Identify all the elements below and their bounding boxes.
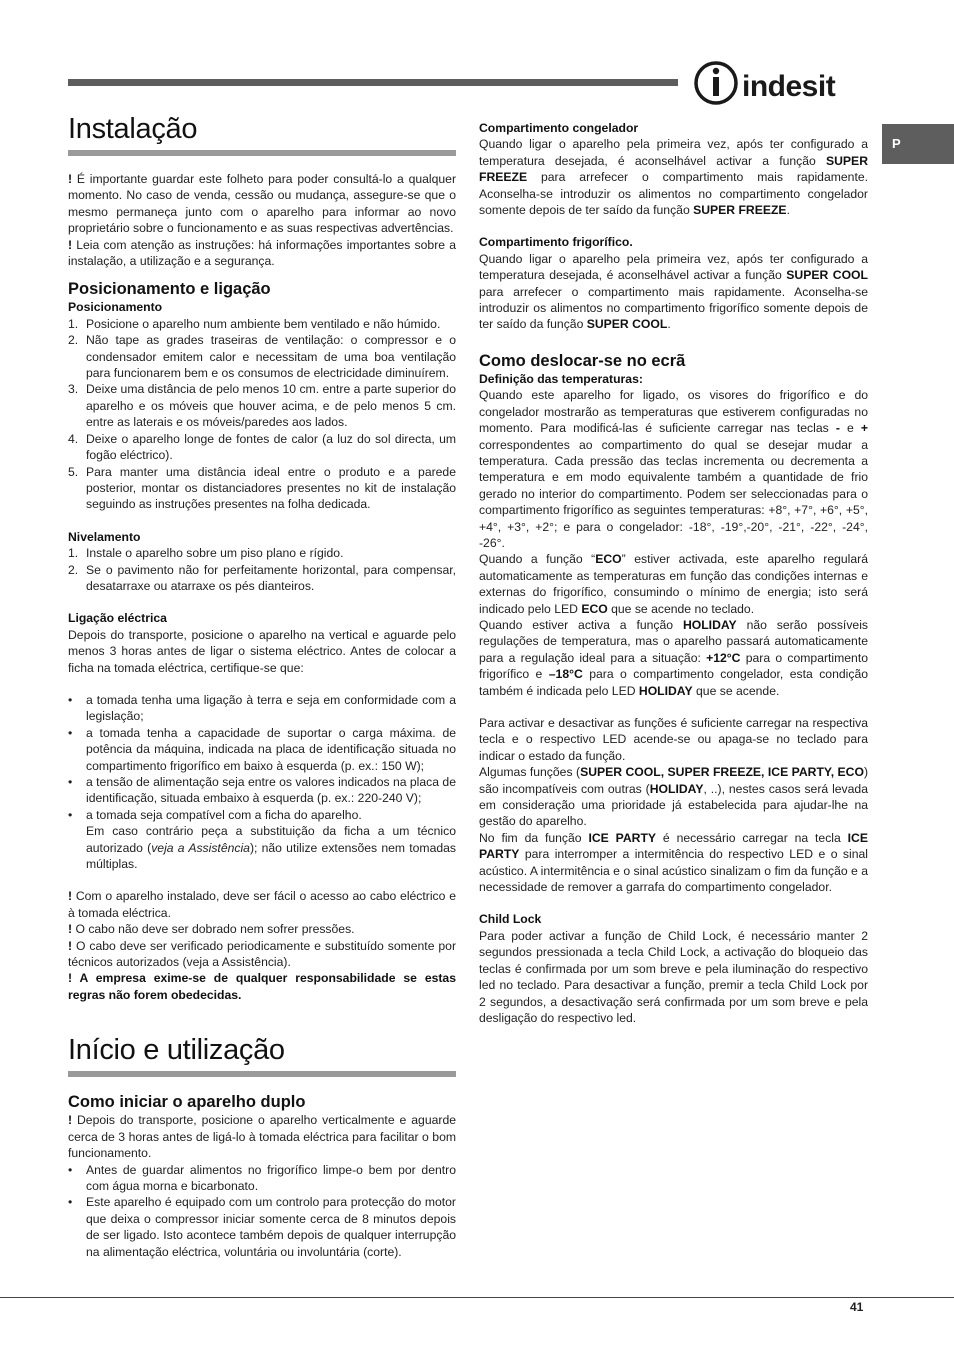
heading-iniciar-aparelho: Como iniciar o aparelho duplo xyxy=(68,1093,306,1112)
intro-text-1: É importante guardar este folheto para poder consultá-lo a qualquer momento. No caso de venda, cessão ou mudança, assegure-se que o mesmo permaneça junto com o aparelho para informar ao novo proprietário sobre o funcionamento e as suas respectivas advertências. xyxy=(68,172,456,236)
subheading-frigorifico: Compartimento frigorífico. xyxy=(479,235,633,250)
language-tab-letter: P xyxy=(892,136,901,151)
title-inicio-utilizacao: Início e utilização xyxy=(68,1033,456,1077)
list-item: • a tensão de alimentação seja entre os valores indicados na placa de identificação, situada embaixo à esquerda (p. ex.: 220-240 V); xyxy=(68,775,456,806)
page-number: 41 xyxy=(850,1300,864,1314)
iceparty-text: No fim da função ICE PARTY é necessário carregar na tecla ICE PARTY para interromper a intermitência do respectivo LED e o sinal acústico. A intermitência e o sinal acústico sinalizam o fim da função e a necessidade de remover a garrafa do compartimento congelador. xyxy=(479,830,868,895)
holiday-text: Quando estiver activa a função HOLIDAY não serão possíveis regulações de temperatura, mas o aparelho passará automaticamente para a regulação ideal para a situação: +12°C para o compartimento frigorífico e –18°C para o compartimento congelador, esta condição também é indicada pelo LED HOLIDAY que se acende. xyxy=(479,617,868,698)
warning-mark: ! xyxy=(68,172,73,186)
title-instalacao: Instalação xyxy=(68,112,456,156)
list-item: 3. Deixe uma distância de pelo menos 10 cm. entre a parte superior do aparelho e os móveis que houver acima, e de pelo menos 5 cm. entre as laterais e os móveis/paredes aos lados. xyxy=(68,382,456,430)
frigorifico-text: Quando ligar o aparelho pela primeira vez, após ter configurado a temperatura desejada, é aconselhável activar a função SUPER COOL para arrefecer o compartimento mais rapidamente. Aconselha-se introduzir os alimentos no compartimento frigorífico somente depois de ter saído da função SUPER COOL. xyxy=(479,251,868,332)
subheading-nivelamento: Nivelamento xyxy=(68,529,141,544)
list-item: 2. Se o pavimento não for perfeitamente horizontal, para compensar, desatarraxe ou atarraxe os pés dianteiros. xyxy=(68,562,456,593)
subheading-posicionamento: Posicionamento xyxy=(68,300,163,315)
nivelamento-list xyxy=(68,545,456,594)
ligacao-list xyxy=(68,692,456,823)
list-item: • Este aparelho é equipado com um controlo para protecção do motor que deixa o compressor iniciar somente cerca de 8 minutos depois de ser ligado. Isto acontece também depois de qualquer interrupção na alimentação eléctrica, voluntária ou involuntária (corte). xyxy=(68,1195,456,1259)
header-rule xyxy=(68,79,678,86)
child-lock-text: Para poder activar a função de Child Lock, é necessário manter 2 segundos pressionada a tecla Child Lock, a activação do bloqueio das teclas é confirmada por um som breve e pela iluminação do respectivo led no teclado. Para desactivar a função, premir a tecla Child Lock por 2 segundos, a desactivação será confirmada por um som breve e pela desligação do respectivo led. xyxy=(479,928,868,1025)
list-item: 4. Deixe o aparelho longe de fontes de calor (a luz do sol directa, um fogão eléctrico). xyxy=(68,431,456,463)
intro-paragraph-2 xyxy=(68,237,456,270)
heading-deslocar-ecra: Como deslocar-se no ecrã xyxy=(479,351,686,370)
temperaturas-text: Quando este aparelho for ligado, os visores do frigorífico e do congelador mostrarão as temperaturas que estiverem configuradas no momento. Para modificá-las é suficiente carregar nas teclas - e + correspondentes ao compartimento do qual se desejar mudar a temperatura. Cada pressão das teclas incrementa ou decrementa a temperatura e em modo equivalente também a quantidade de frio gerado no interior do compartimento. Podem ser seleccionadas para o compartimento frigorífico as seguintes temperaturas: +8°, +7°, +6°, +5°, +4°, +3°, +2°; e para o congelador: -18°, -19°,-20°, -21°, -22°, -24°, -26°. xyxy=(479,388,868,550)
ligacao-text: Depois do transporte, posicione o aparelho na vertical e aguarde pelo menos 3 horas antes de ligar o sistema eléctrico. Antes de colocar a ficha na tomada eléctrica, certifique-se que: xyxy=(68,627,456,675)
language-tab xyxy=(882,124,954,164)
list-item: 5. Para manter uma distância ideal entre o produto e a parede posterior, montar os distanciadores presentes no kit de instalação seguindo as instruções presentes na folha dedicada. xyxy=(68,464,456,512)
indesit-logo xyxy=(694,60,870,106)
warning-3: ! O cabo deve ser verificado periodicamente e substituído somente por técnicos autorizados (veja a Assistência). xyxy=(68,938,456,970)
warning-2: ! O cabo não deve ser dobrado nem sofrer pressões. xyxy=(68,922,355,937)
warning-disclaimer: ! A empresa exime-se de qualquer responsabilidade se estas regras não forem obedecidas. xyxy=(68,971,456,1002)
subheading-temperaturas: Definição das temperaturas: xyxy=(479,371,643,386)
posicionamento-list xyxy=(68,316,456,513)
start-text: ! Depois do transporte, posicione o aparelho verticalmente e aguarde cerca de 3 horas antes de ligá-lo à tomada eléctrica para facilitar o bom funcionamento. xyxy=(68,1113,456,1161)
activar-text: Para activar e desactivar as funções é suficiente carregar na respectiva tecla e o respectivo LED acende-se ou apaga-se no teclado para indicar o estado da função. xyxy=(479,716,868,763)
assistencia-ref: veja a Assistência xyxy=(151,840,250,855)
list-item: 1. Posicione o aparelho num ambiente bem ventilado e não húmido. xyxy=(68,316,441,331)
heading-posicionamento-ligacao: Posicionamento e ligação xyxy=(68,280,271,299)
list-item: • a tomada tenha uma ligação à terra e seja em conformidade com a legislação; xyxy=(68,692,456,724)
left-column xyxy=(68,112,456,1260)
eco-text: Quando a função “ECO” estiver activada, este aparelho regulará automaticamente as temperaturas em função das condições internas e externas do frigorífico, consumindo o mínimo de energia; isto será indicado pelo LED ECO que se acende no teclado. xyxy=(479,552,868,616)
subheading-ligacao-electrica: Ligação eléctrica xyxy=(68,611,167,626)
subheading-child-lock: Child Lock xyxy=(479,912,542,927)
warning-mark: ! xyxy=(68,237,73,252)
warning-1: ! Com o aparelho instalado, deve ser fácil o acesso ao cabo eléctrico e à tomada eléctrica. xyxy=(68,889,456,920)
intro-paragraph-1 xyxy=(68,171,456,237)
list-item: • Antes de guardar alimentos no frigorífico limpe-o bem por dentro com água morna e bicarbonato. xyxy=(68,1162,456,1193)
subheading-congelador: Compartimento congelador xyxy=(479,121,639,135)
list-item: 1. Instale o aparelho sobre um piso plano e rígido. xyxy=(68,546,344,561)
footer-rule xyxy=(0,1297,954,1298)
brand-wordmark: indesit xyxy=(742,70,836,103)
ligacao-extra: Em caso contrário peça a substituição da ficha a um técnico autorizado (veja a Assistência); não utilize extensões nem tomadas múltiplas. xyxy=(86,824,456,872)
start-list xyxy=(68,1162,456,1260)
incompat-text: Algumas funções (SUPER COOL, SUPER FREEZE, ICE PARTY, ECO) são incompatíveis com outras (HOLIDAY, ..), nestes casos será levada em consideração uma prioridade já estabelecida para ajudar-lhe na gestão do aparelho. xyxy=(479,765,869,829)
list-item: • a tomada tenha a capacidade de suportar o carga máxima. de potência da máquina, indicada na placa de identificação situada no compartimento frigorífico em baixo à esquerda (p. ex.: 150 W); xyxy=(68,725,456,773)
intro-text-2: Leia com atenção as instruções: há informações importantes sobre a instalação, a utilização e a segurança. xyxy=(68,237,456,269)
list-item: 2. Não tape as grades traseiras de ventilação: o compressor e o condensador emitem calor e necessitam de uma boa ventilação para funcionarem bem e os consumos de electricidade diminuírem. xyxy=(68,333,456,381)
right-column xyxy=(479,120,868,1026)
list-item: • a tomada seja compatível com a ficha do aparelho. xyxy=(68,807,362,822)
congelador-text: Quando ligar o aparelho pela primeira vez, após ter configurado a temperatura desejada, é aconselhável activar a função SUPER FREEZE para arrefecer o compartimento mais rapidamente. Aconselha-se introduzir os alimentos no compartimento congelador somente depois de ter saído da função SUPER FREEZE. xyxy=(479,137,868,218)
